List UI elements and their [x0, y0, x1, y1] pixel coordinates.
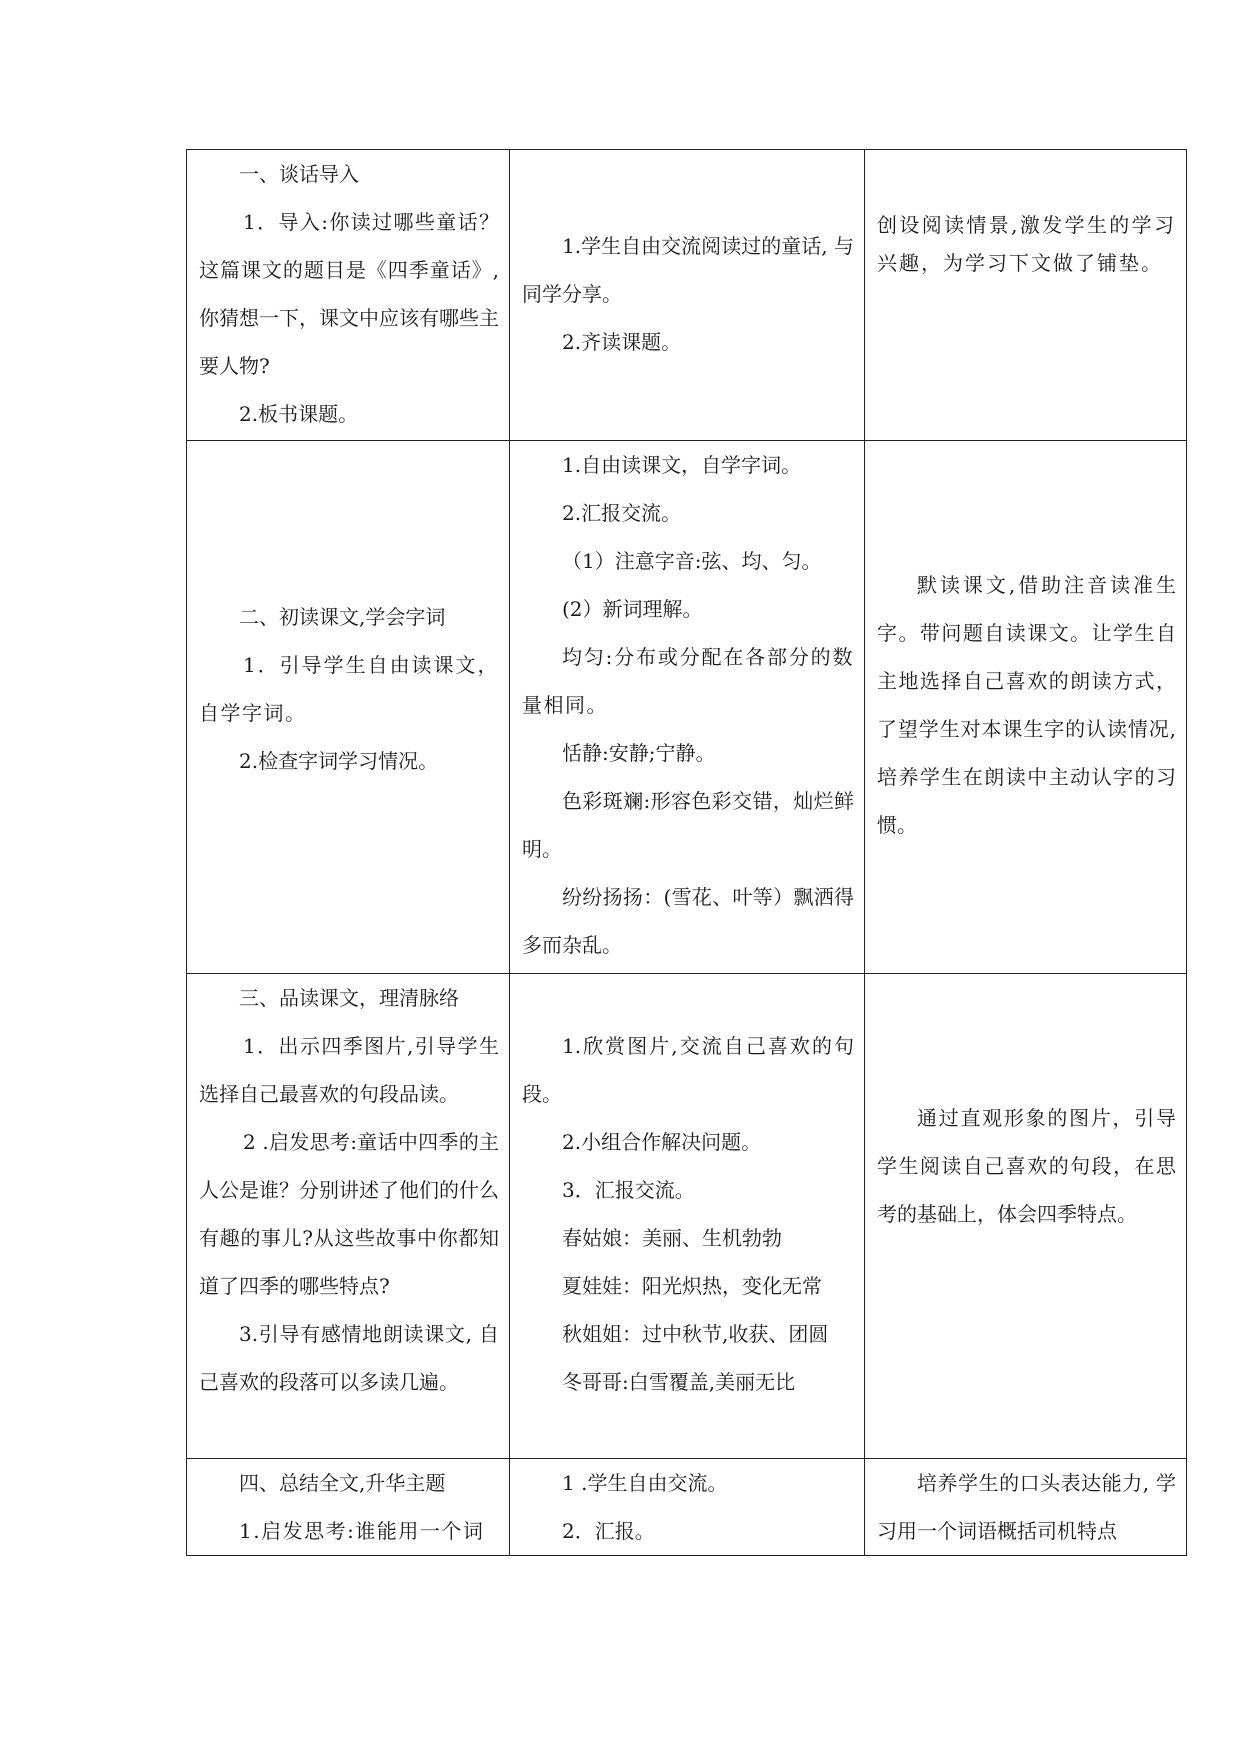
paragraph: 2.检查字词学习情况。: [239, 749, 439, 773]
student-activity-cell: [510, 150, 865, 441]
table-row: [187, 150, 1187, 441]
table-row: [187, 974, 1187, 1459]
paragraph: 通过直观形象的图片，引导学生阅读自己喜欢的句段，在思考的基础上，体会四季特点。: [877, 1106, 1176, 1226]
paragraph: 2.齐读课题。: [562, 330, 682, 354]
paragraph: 2.小组合作解决问题。: [562, 1130, 762, 1154]
teacher-activity-cell: [187, 150, 510, 441]
section-heading: 三、品读课文，理清脉络: [239, 986, 459, 1010]
paragraph: 1．引导学生自由读课文，自学字词。: [199, 653, 499, 725]
teacher-activity-cell: [187, 974, 510, 1459]
paragraph: 2.汇报交流。: [562, 501, 682, 525]
design-intent-cell: [865, 150, 1187, 441]
paragraph: 春姑娘：美丽、生机勃勃: [562, 1226, 782, 1250]
paragraph: 1．出示四季图片,引导学生选择自己最喜欢的句段品读。: [199, 1034, 499, 1106]
paragraph: 冬哥哥:白雪覆盖,美丽无比: [562, 1370, 796, 1394]
paragraph: 2.板书课题。: [239, 402, 359, 426]
paragraph: 创设阅读情景,激发学生的学习兴趣，为学习下文做了铺垫。: [877, 213, 1176, 275]
teacher-activity-cell: [187, 441, 510, 974]
paragraph: 色彩斑斓:形容色彩交错，灿烂鲜明。: [522, 789, 854, 861]
section-heading: 二、初读课文,学会字词: [239, 605, 446, 629]
paragraph: 1.自由读课文，自学字词。: [562, 453, 802, 477]
table-row: [187, 1459, 1187, 1556]
teacher-activity-cell: [187, 1459, 510, 1556]
paragraph: 纷纷扬扬：(雪花、叶等）飘洒得多而杂乱。: [522, 885, 854, 957]
paragraph: 2．汇报。: [562, 1519, 655, 1543]
paragraph: 1 .学生自由交流。: [562, 1471, 728, 1495]
table-row: [187, 441, 1187, 974]
design-intent-cell: [865, 1459, 1187, 1556]
paragraph: （1）注意字音:弦、均、匀。: [562, 549, 822, 573]
paragraph: 1.学生自由交流阅读过的童话, 与同学分享。: [522, 234, 854, 306]
paragraph: 默读课文,借助注音读准生字。带问题自读课文。让学生自主地选择自己喜欢的朗读方式，了望学生对本课生字的认读情况,培养学生在朗读中主动认字的习惯。: [877, 573, 1176, 837]
paragraph: 3.引导有感情地朗读课文, 自己喜欢的段落可以多读几遍。: [199, 1322, 499, 1394]
paragraph: 培养学生的口头表达能力, 学习用一个词语概括司机特点: [877, 1471, 1176, 1543]
paragraph: 1．导入:你读过哪些童话？这篇课文的题目是《四季童话》, 你猜想一下，课文中应该有哪些主要人物?: [199, 210, 499, 378]
paragraph: 恬静:安静;宁静。: [562, 741, 716, 765]
paragraph: 秋姐姐：过中秋节,收获、团圆: [562, 1322, 829, 1346]
student-activity-cell: [510, 1459, 865, 1556]
paragraph: 3．汇报交流。: [562, 1178, 695, 1202]
paragraph: 均匀:分布或分配在各部分的数量相同。: [522, 645, 854, 717]
paragraph: 2 .启发思考:童话中四季的主人公是谁？分别讲述了他们的什么有趣的事儿?从这些故事中你都知道了四季的哪些特点?: [199, 1130, 499, 1298]
paragraph: 1.启发思考:谁能用一个词: [239, 1519, 485, 1543]
paragraph: 夏娃娃：阳光炽热，变化无常: [562, 1274, 822, 1298]
student-activity-cell: [510, 974, 865, 1459]
section-heading: 一、谈话导入: [239, 162, 359, 186]
student-activity-cell: [510, 441, 865, 974]
design-intent-cell: [865, 441, 1187, 974]
paragraph: (2）新词理解。: [562, 597, 703, 621]
section-heading: 四、总结全文,升华主题: [239, 1471, 446, 1495]
lesson-plan-table: [186, 149, 1187, 1556]
paragraph: 1.欣赏图片,交流自己喜欢的句段。: [522, 1034, 854, 1106]
design-intent-cell: [865, 974, 1187, 1459]
